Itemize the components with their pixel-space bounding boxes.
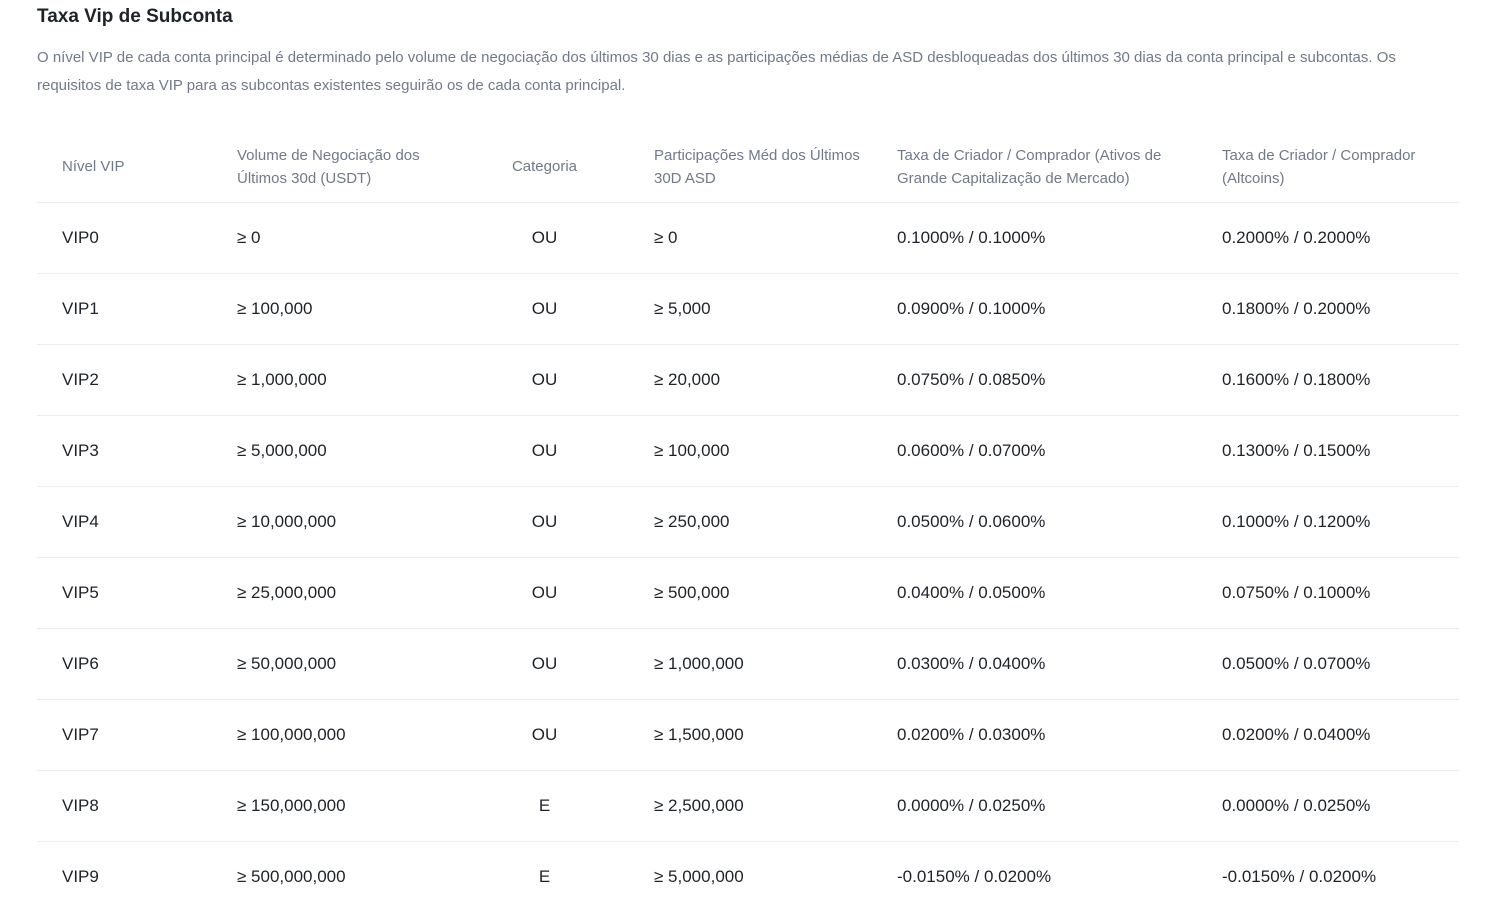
cell-category: OU [472, 700, 654, 771]
cell-vip-level: VIP4 [37, 487, 237, 558]
cell-vip-level: VIP0 [37, 203, 237, 274]
cell-altcoins-fee: 0.2000% / 0.2000% [1222, 203, 1459, 274]
cell-vip-level: VIP7 [37, 700, 237, 771]
cell-vip-level: VIP6 [37, 629, 237, 700]
cell-holdings: ≥ 250,000 [654, 487, 897, 558]
header-category [472, 131, 654, 203]
cell-large-cap-fee: -0.0150% / 0.0200% [897, 867, 1052, 886]
cell-trading-volume: ≥ 50,000,000 [237, 629, 472, 700]
cell-altcoins-fee: 0.0500% / 0.0700% [1222, 629, 1459, 700]
cell-category: E [472, 771, 654, 842]
cell-large-cap-fee: 0.0750% / 0.0850% [897, 345, 1222, 416]
cell-altcoins-fee: 0.1000% / 0.1200% [1222, 487, 1459, 558]
cell-vip-level: VIP2 [37, 345, 237, 416]
page-title: Taxa Vip de Subconta [37, 6, 233, 27]
cell-vip-level: VIP1 [37, 274, 237, 345]
table-row [37, 487, 1459, 558]
cell-large-cap-fee: 0.0500% / 0.0600% [897, 487, 1222, 558]
cell-category: OU [472, 345, 654, 416]
cell-large-cap-fee: 0.0400% / 0.0500% [897, 558, 1222, 629]
cell-vip-level: VIP3 [37, 416, 237, 487]
cell-category: OU [472, 558, 654, 629]
vip-fee-table [37, 131, 1459, 912]
cell-category: OU [472, 416, 654, 487]
table-row [37, 203, 1459, 274]
cell-large-cap-fee: 0.0600% / 0.0700% [897, 416, 1222, 487]
cell-holdings: ≥ 1,000,000 [654, 629, 897, 700]
header-vip-level-label: Nível VIP [62, 158, 125, 175]
cell-holdings: ≥ 20,000 [654, 345, 897, 416]
cell-category: OU [472, 629, 654, 700]
table-row [37, 771, 1459, 842]
header-trading-volume-label: Volume de Negociação dos Últimos 30d (USDT) [237, 146, 420, 187]
cell-altcoins-fee: 0.0750% / 0.1000% [1222, 558, 1459, 629]
cell-trading-volume: ≥ 25,000,000 [237, 558, 472, 629]
header-large-cap-fee-label: Taxa de Criador / Comprador (Ativos de Grande Capitalização de Mercado) [897, 146, 1162, 187]
header-holdings [654, 131, 897, 203]
header-altcoins-fee [1222, 131, 1459, 203]
cell-vip-level: VIP8 [37, 771, 237, 842]
cell-large-cap-fee: 0.1000% / 0.1000% [897, 203, 1222, 274]
cell-holdings: ≥ 500,000 [654, 558, 897, 629]
cell-large-cap-fee: 0.0900% / 0.1000% [897, 274, 1222, 345]
header-large-cap-fee [897, 131, 1222, 203]
table-row [37, 629, 1459, 700]
cell-altcoins-fee: 0.1300% / 0.1500% [1222, 416, 1459, 487]
header-category-label: Categoria [511, 158, 578, 175]
cell-trading-volume: ≥ 0 [237, 203, 472, 274]
cell-large-cap-fee: 0.0300% / 0.0400% [897, 629, 1222, 700]
cell-holdings: ≥ 1,500,000 [654, 700, 897, 771]
table-header-row [37, 131, 1459, 203]
header-holdings-label: Participações Méd dos Últimos 30D ASD [654, 146, 860, 187]
cell-altcoins-fee: 0.1600% / 0.1800% [1222, 345, 1459, 416]
cell-trading-volume: ≥ 150,000,000 [237, 771, 472, 842]
table-row [37, 274, 1459, 345]
cell-category: E [538, 867, 551, 886]
cell-trading-volume: ≥ 100,000 [237, 274, 472, 345]
cell-trading-volume: ≥ 500,000,000 [237, 867, 346, 886]
page-description: O nível VIP de cada conta principal é determinado pelo volume de negociação dos últimos 30 dias e as participações médias de ASD desbloqueadas dos últimos 30 dias da conta principal e subcontas. Os requisitos de taxa VIP para as subcontas existentes seguirão os de cada conta principal. [37, 49, 1396, 94]
header-vip-level [37, 131, 237, 203]
cell-category: OU [472, 203, 654, 274]
cell-altcoins-fee: 0.0000% / 0.0250% [1222, 771, 1459, 842]
cell-holdings: ≥ 2,500,000 [654, 771, 897, 842]
cell-holdings: ≥ 100,000 [654, 416, 897, 487]
cell-holdings: ≥ 5,000 [654, 274, 897, 345]
cell-holdings: ≥ 0 [654, 203, 897, 274]
table-row [37, 558, 1459, 629]
cell-large-cap-fee: 0.0000% / 0.0250% [897, 771, 1222, 842]
cell-trading-volume: ≥ 100,000,000 [237, 700, 472, 771]
cell-altcoins-fee: 0.1800% / 0.2000% [1222, 274, 1459, 345]
cell-large-cap-fee: 0.0200% / 0.0300% [897, 700, 1222, 771]
header-altcoins-fee-label: Taxa de Criador / Comprador (Altcoins) [1222, 146, 1416, 187]
cell-vip-level: VIP9 [62, 867, 99, 886]
cell-category: OU [472, 487, 654, 558]
table-row [37, 842, 1459, 913]
table-row [37, 700, 1459, 771]
cell-altcoins-fee: -0.0150% / 0.0200% [1222, 867, 1377, 886]
cell-trading-volume: ≥ 10,000,000 [237, 487, 472, 558]
header-trading-volume [237, 131, 472, 203]
table-row [37, 416, 1459, 487]
table-row [37, 345, 1459, 416]
cell-altcoins-fee: 0.0200% / 0.0400% [1222, 700, 1459, 771]
cell-trading-volume: ≥ 5,000,000 [237, 416, 472, 487]
cell-category: OU [472, 274, 654, 345]
cell-trading-volume: ≥ 1,000,000 [237, 345, 472, 416]
cell-vip-level: VIP5 [37, 558, 237, 629]
cell-holdings: ≥ 5,000,000 [654, 867, 744, 886]
